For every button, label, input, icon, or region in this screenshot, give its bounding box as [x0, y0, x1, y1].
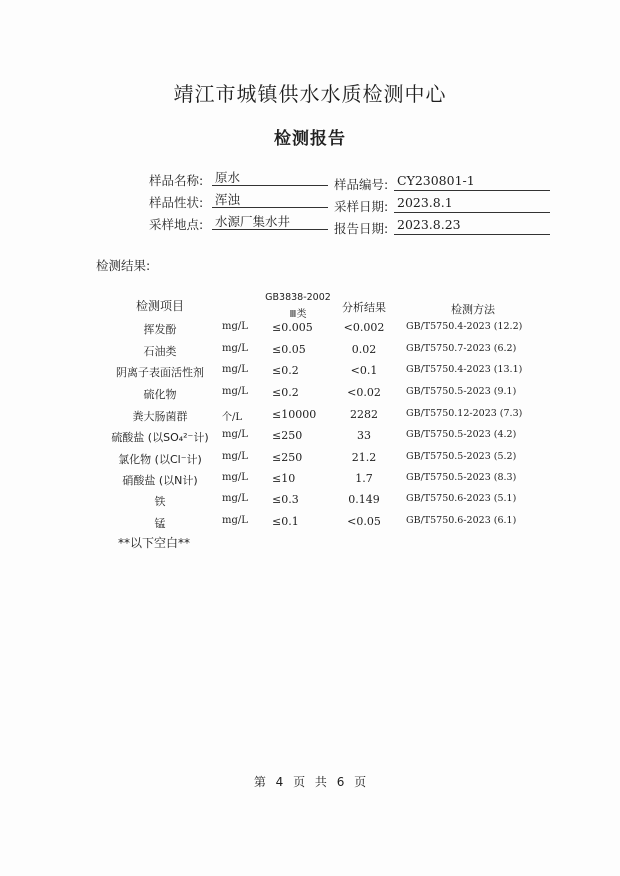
header-standard-line1: GB3838-2002 — [265, 292, 331, 303]
row-result: 0.149 — [348, 493, 380, 506]
row-unit: mg/L — [222, 515, 248, 526]
table-row — [0, 408, 620, 428]
sampling-date-label: 采样日期: — [334, 199, 389, 214]
row-unit: mg/L — [222, 451, 248, 462]
report-title: 检测报告 — [274, 129, 346, 149]
row-item: 硝酸盐 (以N计) — [122, 474, 198, 487]
end-of-table-note: **以下空白** — [118, 536, 191, 550]
row-unit: mg/L — [222, 429, 248, 440]
row-limit: ≤0.05 — [272, 343, 306, 356]
table-row — [0, 364, 620, 384]
sample-number-label: 样品编号: — [334, 177, 389, 192]
table-row — [0, 472, 620, 492]
row-limit: ≤10 — [272, 472, 296, 485]
sample-name-label: 样品名称: — [149, 173, 204, 188]
row-method: GB/T5750.5-2023 (8.3) — [406, 472, 517, 483]
row-method: GB/T5750.6-2023 (5.1) — [406, 493, 517, 504]
row-unit: mg/L — [222, 386, 248, 397]
sample-property-value: 浑浊 — [212, 190, 328, 208]
header-method: 检测方法 — [451, 303, 495, 316]
sample-number-value: CY230801-1 — [394, 173, 550, 191]
row-item: 挥发酚 — [143, 323, 177, 336]
row-limit: ≤0.3 — [272, 493, 299, 506]
row-limit: ≤250 — [272, 429, 303, 442]
sampling-date-value: 2023.8.1 — [394, 195, 550, 213]
row-method: GB/T5750.4-2023 (12.2) — [406, 321, 523, 332]
header-result: 分析结果 — [342, 301, 386, 314]
row-item: 硫化物 — [143, 388, 177, 401]
row-method: GB/T5750.5-2023 (4.2) — [406, 429, 517, 440]
row-limit: ≤10000 — [272, 408, 317, 421]
table-row — [0, 386, 620, 406]
row-result: <0.1 — [350, 364, 378, 377]
sampling-location-value: 水源厂集水井 — [212, 212, 328, 230]
page-number: 第 4 页 共 6 页 — [253, 775, 367, 789]
row-item: 阴离子表面活性剂 — [116, 366, 204, 379]
header-item: 检测项目 — [135, 299, 184, 313]
row-limit: ≤0.2 — [272, 386, 299, 399]
sample-property-label: 样品性状: — [149, 195, 204, 210]
row-limit: ≤0.2 — [272, 364, 299, 377]
row-result: 1.7 — [355, 472, 373, 485]
row-item: 硫酸盐 (以SO₄²⁻计) — [111, 431, 209, 444]
row-result: 0.02 — [351, 343, 377, 356]
row-unit: mg/L — [222, 472, 248, 483]
results-section-label: 检测结果: — [96, 258, 151, 273]
table-row — [0, 451, 620, 471]
organization-name: 靖江市城镇供水水质检测中心 — [173, 82, 447, 106]
row-unit: mg/L — [222, 343, 248, 354]
row-result: <0.002 — [343, 321, 385, 334]
table-row — [0, 515, 620, 535]
row-item: 铁 — [154, 495, 166, 508]
row-unit: mg/L — [222, 321, 248, 332]
row-unit: mg/L — [222, 364, 248, 375]
row-method: GB/T5750.6-2023 (6.1) — [406, 515, 517, 526]
report-date-value: 2023.8.23 — [394, 217, 550, 235]
row-method: GB/T5750.5-2023 (9.1) — [406, 386, 517, 397]
row-result: <0.02 — [347, 386, 381, 399]
row-result: 21.2 — [351, 451, 377, 464]
sampling-location-label: 采样地点: — [149, 217, 204, 232]
row-result: 33 — [357, 429, 371, 442]
row-item: 氯化物 (以Cl⁻计) — [118, 453, 202, 466]
row-method: GB/T5750.5-2023 (5.2) — [406, 451, 517, 462]
row-method: GB/T5750.12-2023 (7.3) — [406, 408, 523, 419]
table-row — [0, 429, 620, 449]
row-result: <0.05 — [347, 515, 381, 528]
row-item: 锰 — [154, 517, 166, 530]
row-item: 粪大肠菌群 — [132, 410, 188, 423]
row-unit: mg/L — [222, 493, 248, 504]
row-limit: ≤0.1 — [272, 515, 299, 528]
table-row — [0, 321, 620, 341]
row-item: 石油类 — [143, 345, 177, 358]
row-limit: ≤250 — [272, 451, 303, 464]
row-method: GB/T5750.4-2023 (13.1) — [406, 364, 523, 375]
table-row — [0, 493, 620, 513]
row-method: GB/T5750.7-2023 (6.2) — [406, 343, 517, 354]
report-date-label: 报告日期: — [334, 221, 389, 236]
header-standard-line2: Ⅲ类 — [289, 309, 307, 320]
row-limit: ≤0.005 — [272, 321, 313, 334]
row-result: 2282 — [350, 408, 378, 421]
table-row — [0, 343, 620, 363]
row-unit: 个/L — [222, 412, 243, 423]
sample-name-value: 原水 — [212, 168, 328, 186]
